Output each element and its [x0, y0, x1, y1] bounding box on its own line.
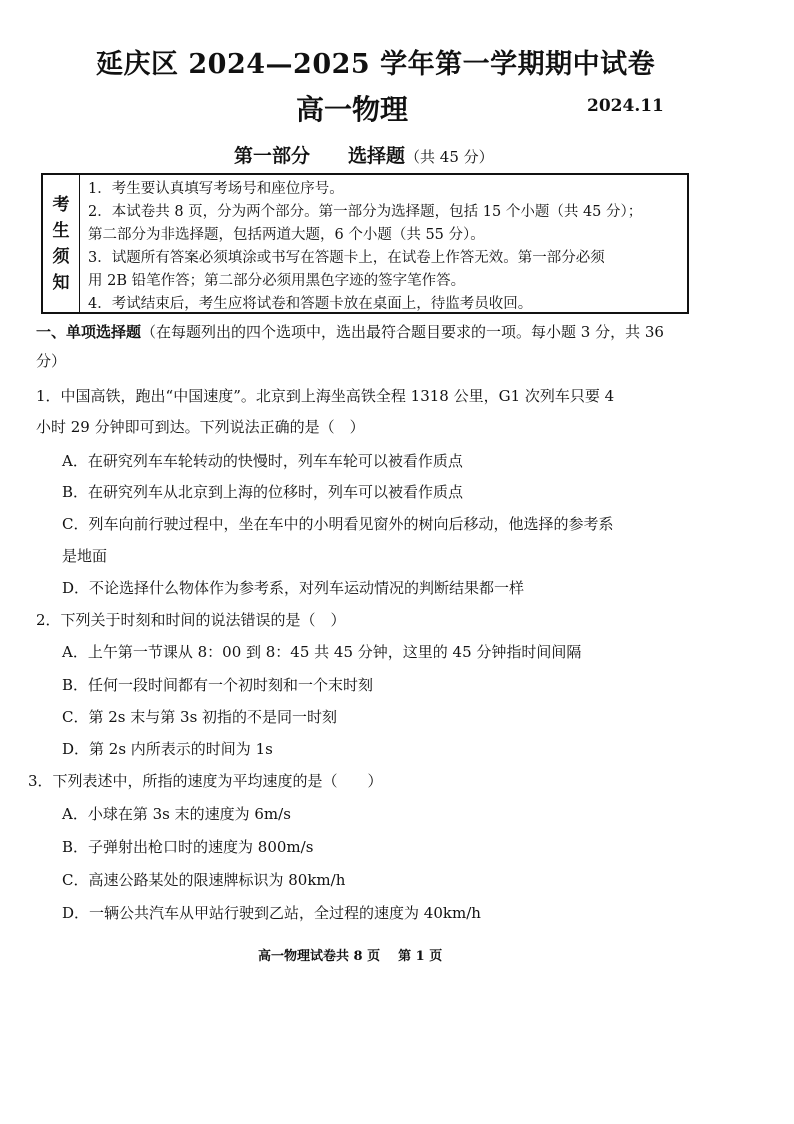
subject-title: 高一物理 — [296, 93, 409, 126]
question-1-option-c: C．列车向前行驶过程中，坐在车中的小明看见窗外的树向后移动，他选择的参考系 — [62, 515, 614, 533]
section-instruction: （在每题列出的四个选项中，选出最符合题目要求的一项。每小题 3 分，共 36 分） — [36, 323, 664, 370]
question-2-stem: 2．下列关于时刻和时间的说法错误的是（ ） — [36, 611, 346, 629]
question-3-stem: 3．下列表述中，所指的速度为平均速度的是（ ） — [28, 772, 383, 790]
section-title — [36, 318, 676, 376]
question-3-option-a: A．小球在第 3s 末的速度为 6m/s — [62, 805, 291, 823]
question-1-option-c-cont: 是地面 — [62, 547, 108, 565]
question-3-option-d: D．一辆公共汽车从甲站行驶到乙站，全过程的速度为 40km/h — [62, 904, 481, 922]
notice-line: 用 2B 铅笔作答；第二部分必须用黑色字迹的签字笔作答。 — [88, 273, 466, 289]
question-2-option-b: B．任何一段时间都有一个初时刻和一个末时刻 — [62, 676, 374, 694]
part-one-type: 选择题 — [348, 145, 406, 167]
candidate-notice-box — [41, 173, 689, 314]
footer-total-pages: 高一物理试卷共 8 页 — [258, 949, 381, 964]
notice-line: 4．考试结束后，考生应将试卷和答题卡放在桌面上，待监考员收回。 — [88, 296, 533, 312]
notice-label-char: 考 — [52, 194, 70, 215]
question-1-option-b: B．在研究列车从北京到上海的位移时，列车可以被看作质点 — [62, 483, 464, 501]
notice-label-char: 知 — [52, 272, 70, 293]
exam-title: 延庆区 2024—2025 学年第一学期期中试卷 — [96, 49, 656, 80]
question-2-option-d: D．第 2s 内所表示的时间为 1s — [62, 740, 273, 758]
notice-line: 3．试题所有答案必须填涂或书写在答题卡上，在试卷上作答无效。第一部分必须 — [88, 250, 605, 266]
notice-label — [43, 175, 80, 312]
question-1-stem-line-2: 小时 29 分钟即可到达。下列说法正确的是（ ） — [36, 418, 365, 436]
notice-lines — [88, 178, 683, 316]
part-one-name: 第一部分 — [234, 145, 311, 167]
question-1-option-d: D．不论选择什么物体作为参考系，对列车运动情况的判断结果都一样 — [62, 579, 525, 597]
notice-line: 2．本试卷共 8 页，分为两个部分。第一部分为选择题，包括 15 个小题（共 45 分）； — [88, 204, 643, 220]
page-footer — [258, 945, 442, 964]
notice-line: 第二部分为非选择题，包括两道大题，6 个小题（共 55 分）。 — [88, 227, 485, 243]
notice-label-char: 须 — [52, 246, 70, 267]
question-2-option-c: C．第 2s 末与第 3s 初指的不是同一时刻 — [62, 708, 338, 726]
question-2-option-a: A．上午第一节课从 8：00 到 8：45 共 45 分钟，这里的 45 分钟指时间间隔 — [62, 643, 582, 661]
question-1-option-a: A．在研究列车车轮转动的快慢时，列车车轮可以被看作质点 — [62, 452, 463, 470]
footer-page-number: 第 1 页 — [398, 949, 443, 964]
question-3-option-b: B．子弹射出枪口时的速度为 800m/s — [62, 838, 314, 856]
exam-date: 2024.11 — [587, 96, 664, 116]
part-one-note: （共 45 分） — [405, 148, 494, 166]
question-3-option-c: C．高速公路某处的限速牌标识为 80km/h — [62, 871, 346, 889]
section-heading: 一、单项选择题 — [36, 323, 142, 341]
question-1-stem-line-1: 1．中国高铁，跑出“中国速度”。北京到上海坐高铁全程 1318 公里，G1 次列车只要 4 — [36, 387, 615, 405]
notice-label-char: 生 — [52, 220, 70, 241]
part-one-heading — [234, 141, 494, 168]
notice-line: 1．考生要认真填写考场号和座位序号。 — [88, 181, 344, 197]
